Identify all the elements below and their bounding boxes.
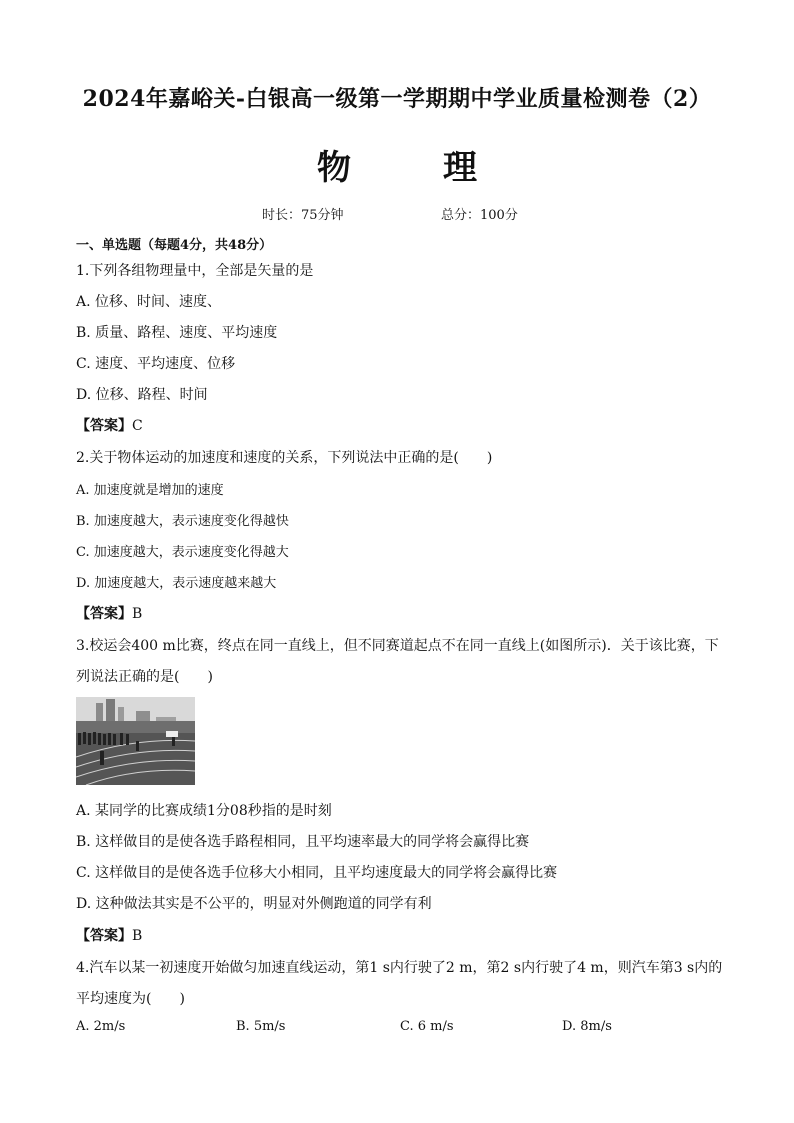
question-3-stem-line-1: 3.校运会400 m比赛，终点在同一直线上，但不同赛道起点不在同一直线上(如图所示)．关于该比赛，下 [76,638,719,654]
exam-total-score: 总分：100分 [441,208,518,223]
running-track-photo [76,697,195,785]
exam-title: 2024年嘉峪关-白银高一级第一学期期中学业质量检测卷（2） [82,86,712,112]
question-4-option-b: B. 5m/s [236,1019,286,1034]
question-3-stem-line-2: 列说法正确的是( ) [76,669,213,685]
question-3-answer [76,925,142,945]
answer-label: 【答案】 [76,928,132,944]
question-2-answer [76,603,142,623]
question-1-answer [76,415,143,435]
answer-value: B [132,928,143,944]
answer-value: C [132,418,143,434]
answer-value: B [132,606,143,622]
question-2-option-d: D. 加速度越大，表示速度越来越大 [76,576,277,591]
question-1-option-b: B. 质量、路程、速度、平均速度 [76,325,278,341]
running-track-photo-drawing [76,697,195,785]
subject-heading: 物理 [317,148,569,188]
question-3-option-c: C. 这样做目的是使各选手位移大小相同，且平均速度最大的同学将会赢得比赛 [76,865,558,881]
exam-duration: 时长：75分钟 [262,208,344,223]
question-3-option-b: B. 这样做目的是使各选手路程相同，且平均速率最大的同学将会赢得比赛 [76,834,530,850]
question-2-option-c: C. 加速度越大，表示速度变化得越大 [76,545,289,560]
question-1-option-d: D. 位移、路程、时间 [76,387,208,403]
question-4-option-d: D. 8m/s [562,1019,612,1034]
question-4-stem-line-1: 4.汽车以某一初速度开始做匀加速直线运动，第1 s内行驶了2 m，第2 s内行驶了4 m，则汽车第3 s内的 [76,960,723,976]
answer-label: 【答案】 [76,418,132,434]
question-2-option-a: A. 加速度就是增加的速度 [76,483,224,498]
question-1-stem: 1.下列各组物理量中，全部是矢量的是 [76,263,314,279]
answer-label: 【答案】 [76,606,132,622]
question-3-option-d: D. 这种做法其实是不公平的，明显对外侧跑道的同学有利 [76,896,432,912]
question-4-option-c: C. 6 m/s [400,1019,454,1034]
question-4-stem-line-2: 平均速度为( ) [76,991,185,1007]
question-1-option-c: C. 速度、平均速度、位移 [76,356,236,372]
question-4-option-a: A. 2m/s [76,1019,126,1034]
section-heading: 一、单选题（每题4分，共48分） [76,238,273,253]
question-3-option-a: A. 某同学的比赛成绩1分08秒指的是时刻 [76,803,332,819]
question-2-stem: 2.关于物体运动的加速度和速度的关系，下列说法中正确的是( ) [76,450,493,466]
question-2-option-b: B. 加速度越大，表示速度变化得越快 [76,514,289,529]
question-1-option-a: A. 位移、时间、速度、 [76,294,222,310]
